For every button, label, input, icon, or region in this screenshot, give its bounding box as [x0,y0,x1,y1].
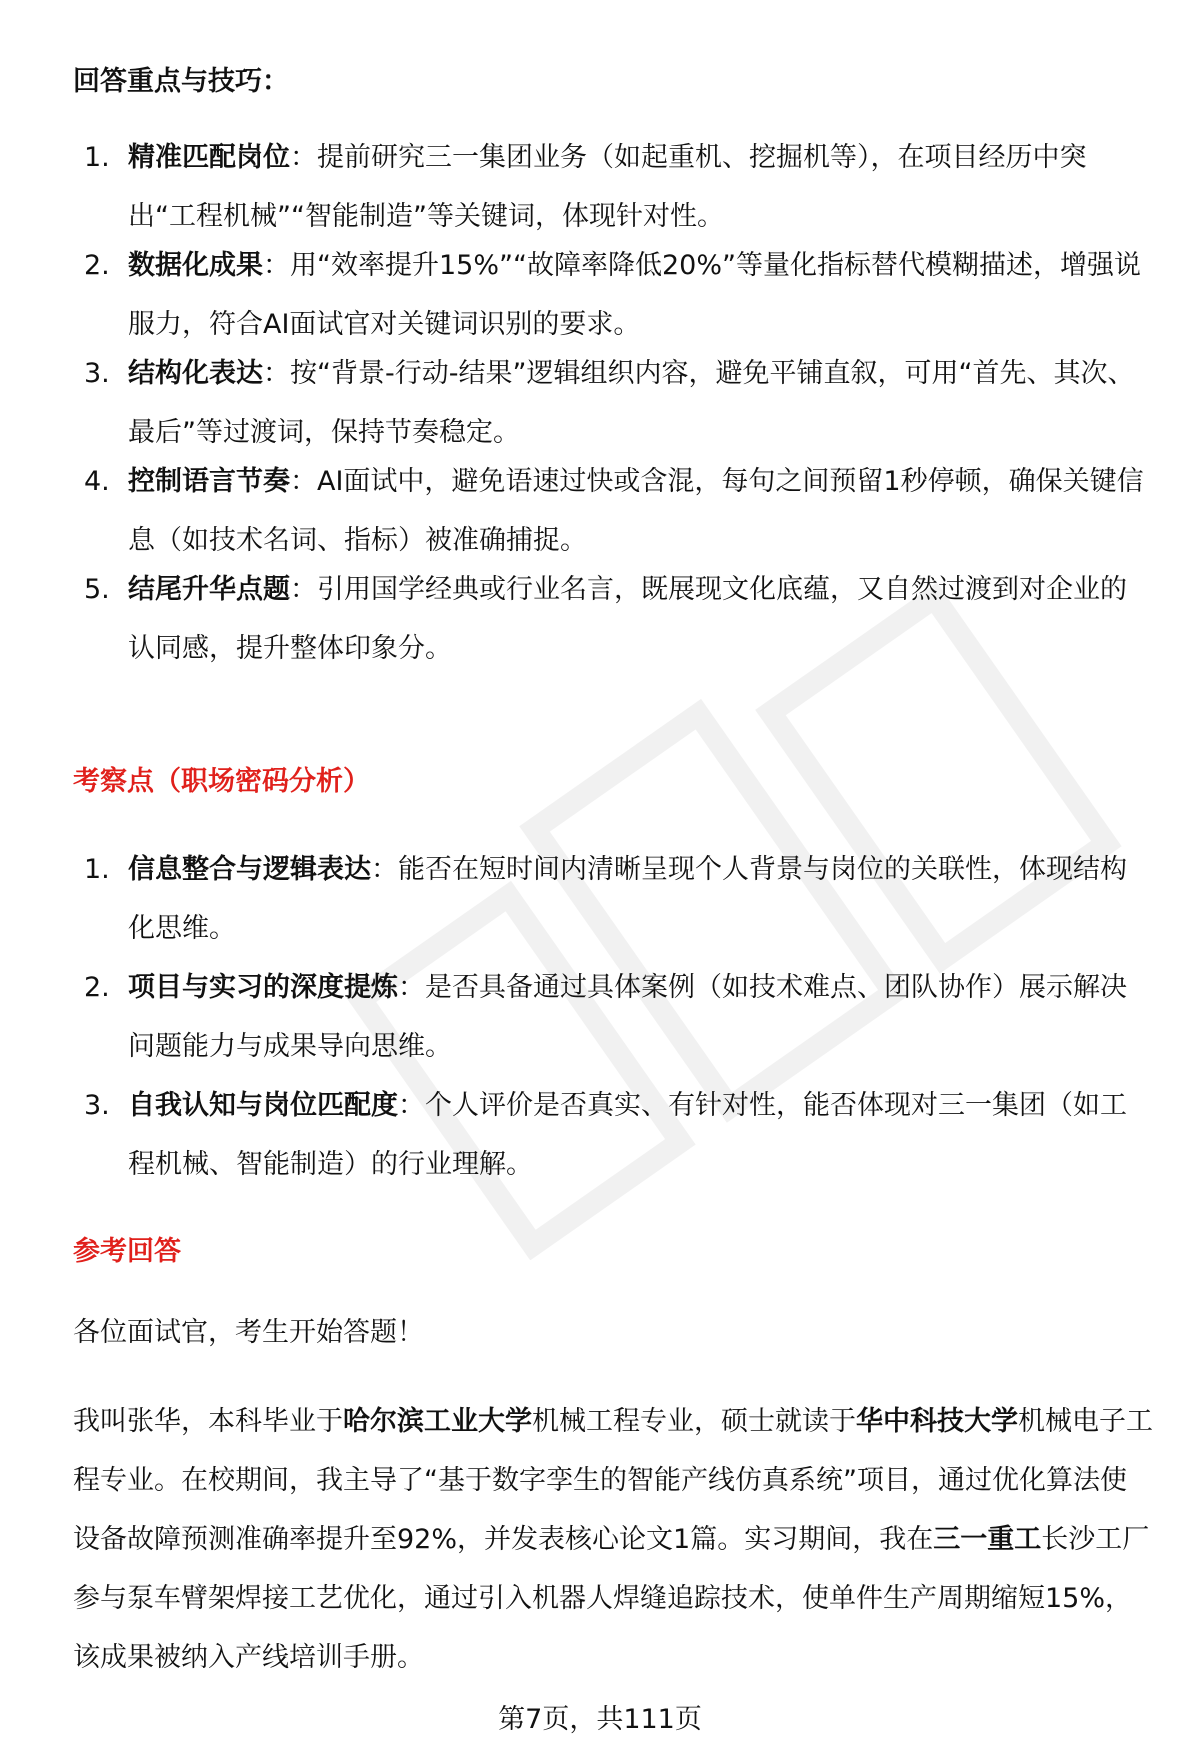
answer-text: 长沙工厂参与泵车臂架焊接工艺优化，通过引入机器人焊缝追踪技术，使单件生产周期缩短15%，该成果被纳入产线培训手册。 [73,1524,1150,1673]
list-number: 2. [84,250,110,281]
list-item-body [128,236,1148,354]
list-number: 2. [84,972,110,1003]
list-item-term: 信息整合与逻辑表达 [128,854,371,885]
answer-paragraph [73,1392,1153,1687]
list-item-text: ：提前研究三一集团业务（如起重机、挖掘机等），在项目经历中突出“工程机械”“智能制造”等关键词，体现针对性。 [128,142,1087,232]
list-number: 1. [84,854,110,885]
list-number: 3. [84,358,110,389]
list-item-body [128,452,1148,570]
section-heading-reference-answer: 参考回答 [73,1236,181,1267]
university-name: 华中科技大学 [856,1406,1018,1437]
section-heading-techniques: 回答重点与技巧： [73,66,289,97]
list-item-body [128,344,1148,462]
list-item-body [128,128,1148,246]
answer-text: 机械工程专业，硕士就读于 [532,1406,856,1437]
list-item-text: ：按“背景-行动-结果”逻辑组织内容，避免平铺直叙，可用“首先、其次、最后”等过渡词，保持节奏稳定。 [128,358,1135,448]
answer-text: 我叫张华，本科毕业于 [73,1406,343,1437]
list-item-term: 自我认知与岗位匹配度 [128,1090,398,1121]
list-number: 3. [84,1090,110,1121]
list-item-text: ：是否具备通过具体案例（如技术难点、团队协作）展示解决问题能力与成果导向思维。 [128,972,1127,1062]
list-number: 4. [84,466,110,497]
list-number: 5. [84,574,110,605]
list-number: 1. [84,142,110,173]
list-item [78,1076,1148,1194]
list-item [78,958,1148,1076]
list-item-text: ：能否在短时间内清晰呈现个人背景与岗位的关联性，体现结构化思维。 [128,854,1127,944]
list-item-term: 控制语言节奏 [128,466,290,497]
list-item [78,344,1148,462]
list-item-term: 结尾升华点题 [128,574,290,605]
greeting-paragraph: 各位面试官，考生开始答题！ [73,1317,424,1348]
list-item-text: ：引用国学经典或行业名言，既展现文化底蕴，又自然过渡到对企业的认同感，提升整体印象分。 [128,574,1127,664]
list-item-term: 精准匹配岗位 [128,142,290,173]
list-item-body [128,1076,1148,1194]
section-heading-assessment: 考察点（职场密码分析） [73,766,370,797]
list-item-term: 项目与实习的深度提炼 [128,972,398,1003]
list-item [78,128,1148,246]
list-item-text: ：AI面试中，避免语速过快或含混，每句之间预留1秒停顿，确保关键信息（如技术名词、指标）被准确捕捉。 [128,466,1144,556]
list-item-term: 结构化表达 [128,358,263,389]
list-item [78,840,1148,958]
page-number: 第7页，共111页 [498,1704,702,1735]
list-item-body [128,840,1148,958]
answer-text: 机械电子工程专业。在校期间，我主导了“基于数字孪生的智能产线仿真系统”项目，通过优化算法使设备故障预测准确率提升至92%，并发表核心论文1篇。实习期间，我在 [73,1406,1153,1555]
list-item-body [128,560,1148,678]
university-name: 哈尔滨工业大学 [343,1406,532,1437]
list-item-term: 数据化成果 [128,250,263,281]
list-item [78,236,1148,354]
list-item-text: ：个人评价是否真实、有针对性，能否体现对三一集团（如工程机械、智能制造）的行业理解。 [128,1090,1127,1180]
list-item [78,560,1148,678]
list-item-body [128,958,1148,1076]
company-name: 三一重工 [933,1524,1042,1555]
list-item [78,452,1148,570]
list-item-text: ：用“效率提升15%”“故障率降低20%”等量化指标替代模糊描述，增强说服力，符合AI面试官对关键词识别的要求。 [128,250,1141,340]
